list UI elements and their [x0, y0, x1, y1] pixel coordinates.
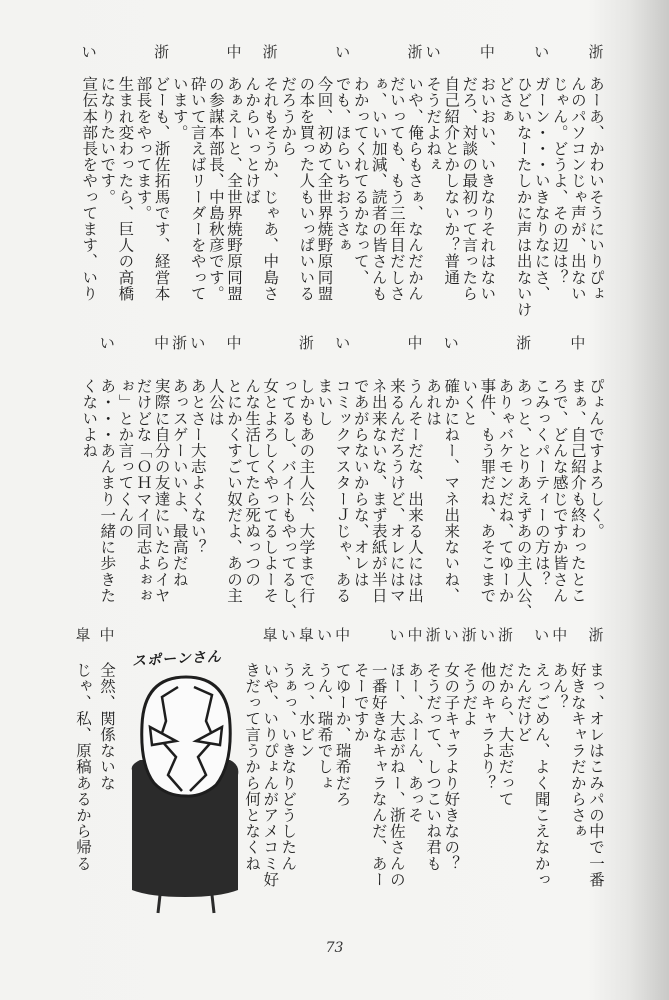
page-number: 73	[325, 940, 344, 956]
speaker-label: 中	[226, 334, 242, 352]
text-column: こみっくパーティーの方は？	[532, 378, 551, 588]
speaker-label: 中	[552, 626, 568, 644]
speaker-label: い	[99, 334, 115, 352]
speaker-label: 浙	[425, 626, 441, 644]
speaker-label: 浙	[516, 334, 532, 352]
text-column: えっ、水ビン	[297, 662, 316, 759]
speaker-label: 中	[335, 626, 351, 644]
speaker-label: 皐	[298, 626, 314, 644]
text-column: それもそうか、じゃあ、中島さ	[261, 76, 280, 302]
speaker-label: い	[389, 626, 405, 644]
text-column: 女の子キャラより好きなの？	[442, 662, 461, 872]
text-column: んからいっとけば	[243, 76, 262, 205]
text-column: ほー、大志がねー、浙佐さんの	[387, 662, 406, 888]
text-column: まいし	[315, 378, 334, 427]
text-column: あーあ、かわいそうにいりぴょ	[587, 76, 605, 302]
text-column: うん、瑞希でしょ	[315, 662, 334, 791]
text-column: 自己紹介とかしないか？普通	[442, 76, 461, 286]
text-column: じゃ、私、原稿あるから帰る	[74, 662, 92, 872]
text-column: うんそーだな、出来る人には出	[406, 378, 424, 604]
text-column: ありゃバケモンだね、てゆーか	[496, 378, 515, 604]
text-column: あー、ふーん、あっそ	[406, 662, 424, 823]
illustration-caption: スポーンさん	[131, 648, 223, 670]
text-column: だけどな「ＯＨマイ同志よぉぉ	[134, 378, 153, 604]
text-column: どーも、浙佐拓馬です、経営本	[152, 76, 171, 302]
text-column: んな生活してたら死ぬっつの	[243, 378, 262, 588]
speaker-label: 皐	[262, 626, 278, 644]
text-column: そうだよねぇ	[424, 76, 443, 173]
speaker-label: 中	[407, 626, 423, 644]
text-column: コミックマスターＪじゃ、ある	[333, 378, 352, 604]
speaker-label: 浙	[262, 43, 278, 61]
text-column: の本を買った人もいっぱいいる	[297, 76, 316, 302]
speaker-label: 浙	[461, 626, 477, 644]
speaker-label: 浙	[588, 43, 604, 61]
speaker-label: 中	[99, 626, 115, 644]
speaker-label: い	[316, 626, 332, 644]
text-column: いや、俺らもさぁ、なんだかん	[406, 76, 424, 302]
text-column: あれは	[424, 378, 443, 427]
speaker-label: い	[425, 43, 441, 61]
illustration-leg-right	[212, 895, 214, 913]
text-column: 一番好きなキャラなんだ、あー	[369, 662, 388, 888]
text-column: うぁっ、いきなりどうしたん	[279, 662, 298, 872]
speaker-label: い	[443, 626, 459, 644]
text-column: まっ、オレはこみパの中で一番	[587, 662, 605, 888]
speaker-label: 浙	[298, 334, 314, 352]
speaker-label: い	[479, 626, 495, 644]
text-column: あっスゲーいいよ、最高だね	[170, 378, 189, 588]
text-column: ろで、どんな感じですか皆さん	[550, 378, 569, 604]
text-column: 来るんだろうけど、オレにはマ	[387, 378, 406, 604]
speaker-label: い	[534, 626, 550, 644]
text-column: そうだよ	[460, 662, 479, 727]
text-column: だろ、対談の最初って言ったら	[460, 76, 479, 302]
text-column: であがらないからな、オレは	[351, 378, 370, 588]
text-column: んのパソコンじゃ声が、出ない	[568, 76, 587, 302]
illustration-leg-left	[158, 895, 160, 913]
text-column: 今回、初めて全世界焼野原同盟	[315, 76, 334, 302]
text-column: そーですか	[351, 662, 370, 743]
text-column: そうだって、しつこいね君も	[424, 662, 443, 872]
speaker-label: い	[534, 43, 550, 61]
text-column: だろうから	[279, 76, 298, 157]
text-column: しかもあの主人公、大学まで行	[297, 378, 316, 604]
text-column: あぁえーと、全世界焼野原同盟	[225, 76, 243, 302]
text-column: 宣伝本部長をやってます、いり	[80, 76, 99, 302]
text-column: あん？	[550, 662, 569, 711]
speaker-label: い	[81, 43, 97, 61]
speaker-label: い	[190, 334, 206, 352]
text-column: だいっても、もう三年目だしさ	[387, 76, 406, 302]
text-column: おいおい、いきなりそれはない	[478, 76, 497, 302]
text-column: あっと、とりあえずあの主人公、	[514, 378, 533, 620]
speaker-label: い	[335, 43, 351, 61]
text-column: 好きなキャラだからさぁ	[568, 662, 587, 840]
speaker-label: い	[443, 334, 459, 352]
text-column: 部長をやってます。	[134, 76, 153, 221]
text-column: ぁ、いい加減、読者の皆さんも	[369, 76, 388, 302]
speaker-label: い	[335, 334, 351, 352]
text-column: あとさー大志よくない？	[188, 378, 207, 556]
speaker-label: 皐	[75, 626, 91, 644]
speaker-label: 中	[479, 43, 495, 61]
text-column: の参謀本部長、中島秋彦です。	[206, 76, 225, 302]
text-column: 他のキャラより？	[478, 662, 497, 791]
text-column: ぉ」とか言ってくんの	[116, 378, 135, 539]
text-column: だから、大志だって	[496, 662, 515, 807]
text-column: 女とよろしくやってるしよーそ	[261, 378, 280, 604]
speaker-label: 浙	[154, 43, 170, 61]
text-column: いや、いりぴょんがアメコミ好	[261, 662, 280, 888]
text-column: ぴょんですよろしく。	[587, 378, 605, 539]
speaker-label: 浙	[172, 334, 188, 352]
text-column: どさぁ	[496, 76, 515, 125]
text-column: ってるし、バイトもやってるし、	[279, 378, 298, 620]
speaker-label: 中	[407, 334, 423, 352]
text-column: えっごめん、よく聞こえなかっ	[532, 662, 551, 888]
speaker-label: い	[280, 626, 296, 644]
speaker-label: 中	[154, 334, 170, 352]
text-column: くないよね	[80, 378, 99, 459]
text-column: たんだけど	[514, 662, 533, 743]
text-column: まぁ、自己紹介も終わったとこ	[568, 378, 587, 604]
text-column: ひどいなーたしかに声は出ないけ	[514, 76, 533, 318]
text-column: じゃん。どうよ、その辺は？	[550, 76, 569, 286]
text-column: とにかくすごい奴だよ、あの主	[225, 378, 243, 604]
spawn-illustration	[120, 665, 250, 915]
text-column: ガーン・・・いきなりなにさ、	[532, 76, 551, 302]
text-column: 人公は	[206, 378, 225, 427]
text-column: あ・・・あんまり一緒に歩きた	[98, 378, 117, 604]
text-column: いくと	[460, 378, 479, 427]
text-column: きだって言うから何となくね	[243, 662, 262, 872]
text-column: てゆーか、瑞希だろ	[333, 662, 352, 807]
speaker-label: 中	[570, 334, 586, 352]
text-column: 事件、もう罪だね、あそこまで	[478, 378, 497, 604]
text-column: 確かにねー、マネ出来ないね、	[442, 378, 461, 604]
speaker-label: 浙	[407, 43, 423, 61]
text-column: になりたいです。	[98, 76, 117, 205]
speaker-label: 浙	[588, 626, 604, 644]
speaker-label: 浙	[497, 626, 513, 644]
text-column: います。	[170, 76, 189, 141]
text-column: でも、ほらいちおうさぁ	[333, 76, 352, 254]
text-column: ネ出来ないな、まず表紙が半日	[369, 378, 388, 604]
text-column: わかってくれてるかなって、	[351, 76, 370, 286]
text-column: 砕いて言えばリーダーをやって	[188, 76, 207, 302]
text-column: 全然、関係ないな	[98, 662, 116, 791]
speaker-label: 中	[226, 43, 242, 61]
text-column: 生まれ変わったら、巨人の高橋	[116, 76, 135, 302]
text-column: 実際に自分の友達にいたらイヤ	[152, 378, 171, 604]
